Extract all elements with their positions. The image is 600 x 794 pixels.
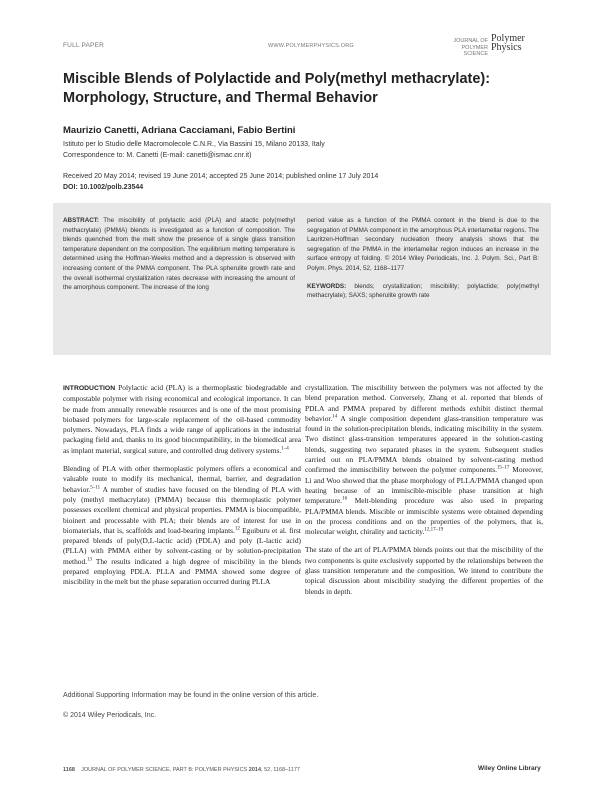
text: The results indicated a high degree of miscibility in the blends prepared employing PDLA. PLLA and PMMA showed some degree of miscibility in the melt but the phase separation occurred during PLLA — [63, 556, 301, 587]
supporting-info-note: Additional Supporting Information may be found in the online version of this article. — [63, 692, 319, 699]
paragraph-introduction — [63, 383, 301, 456]
intro-text: Polylactic acid (PLA) is a thermoplastic biodegradable and compostable polymer with rising economical and ecological importance. It can be made from annually renewable resources and is one of the most promising biobased polymers for large-scale replacement of the oil-based commodity polymers. Nowadays, PLA finds a wide range of applications in the industrial packaging field and, thanks to its good biocompatibility, in the biomedical area as implant material, surgical suture, and controlled drug delivery systems. — [63, 383, 301, 455]
article-title: Miscible Blends of Polylactide and Poly(methyl methacrylate): Morphology, Structure, and Thermal Behavior — [63, 71, 491, 106]
text: Blending of PLA with other thermoplastic polymers offers a economical and valuable route to modify its mechanical, thermal, barrier, and degradation behavior. — [63, 464, 301, 494]
correspondence[interactable]: Correspondence to: M. Canetti (E-mail: canetti@ismac.cnr.it) — [63, 152, 252, 159]
abstract-label: ABSTRACT: — [63, 217, 100, 224]
citation[interactable]: 14 — [332, 414, 338, 420]
keywords-label: KEYWORDS: — [307, 282, 347, 290]
paragraph-state-of-art: The state of the art of PLA/PMMA blends points out that the miscibility of the two components is quite exclusively supported by the relationships between the glass transition temperature and the composition. We intend to contribute the topical discussion about miscibility studying the different properties of the blends in depth. — [305, 545, 543, 596]
journal-logo-top: Polymer — [491, 33, 525, 44]
journal-logo — [440, 32, 540, 57]
citation[interactable]: 13 — [87, 557, 93, 563]
publication-dates: Received 20 May 2014; revised 19 June 2014; accepted 25 June 2014; published online 17 July 2014 — [63, 173, 379, 180]
abstract-box — [53, 203, 551, 355]
citation-rest: , 52, 1168–1177 — [261, 767, 300, 773]
body-left-column — [63, 383, 301, 596]
body-right-column — [305, 383, 543, 605]
page-footer — [63, 767, 300, 773]
journal-website[interactable]: WWW.POLYMERPHYSICS.ORG — [268, 43, 354, 49]
text: Eguiburu et al. first prepared blends of poly(D,L-lactic acid) (PDLA) and poly (L-lactic acid) (PLLA) with PMMA either by solvent-casting or by solution-precipitation method. — [63, 525, 301, 566]
abstract-right-column — [307, 216, 539, 301]
author-list: Maurizio Canetti, Adriana Cacciamani, Fabio Bertini — [63, 125, 296, 136]
paragraph-blending — [63, 464, 301, 588]
text: A single composition dependent glass-transition temperature was found in the solution-precipitation blends, indicating miscibility in the system. Two distinct glass-transition temperatures appeared in the solution-casting blends, suggesting two separated phases in the system. Subsequent studies carried out on PLA/PMMA blends obtained by solvent-casting method confirmed the immiscibility between the polymer components. — [305, 413, 543, 475]
keywords: blends; crystallization; miscibility; polylactide; poly(methyl methacrylate); SAXS; spherulite growth rate — [307, 282, 540, 300]
text: crystallization. The miscibility between the polymers was not affected by the blend preparation method. Conversely, Zhang et al. reported that blends of PDLA and PMMA prepared by different methods exhibit distinct thermal behavior. — [305, 383, 543, 423]
citation[interactable]: 5–11 — [90, 485, 101, 491]
journal-line2: POLYMER SCIENCE — [461, 44, 488, 57]
journal-logo-bottom: Physics — [491, 42, 522, 53]
journal-line1: JOURNAL OF — [453, 38, 488, 44]
citation[interactable]: 12 — [234, 526, 240, 532]
copyright: © 2014 Wiley Periodicals, Inc. — [63, 712, 157, 719]
citation[interactable]: 15–17 — [496, 465, 510, 471]
paragraph-crystallization — [305, 383, 543, 537]
text: A number of studies have focused on the blending of PLA with poly (methyl methacrylate) (PMMA) because this thermoplastic polymer possesses excellent chemical and physical properties. PMMA is biocompatible, bioinert and processable with PLA; their blends are of interest for use in biomaterials, that is, scaffolds and load-bearing implants. — [63, 484, 301, 535]
citation[interactable]: 12,17–19 — [424, 527, 444, 533]
doi[interactable]: DOI: 10.1002/polb.23544 — [63, 184, 144, 191]
abstract-left-column — [63, 216, 295, 293]
text: Moreover, Li and Woo showed that the phase morphology of PLLA/PMMA changed upon heating because of an immiscible-miscible phase transition at high temperature. — [305, 465, 543, 506]
abstract-text-left: The miscibility of polylactic acid (PLA) and atactic poly(methyl methacrylate) (PMMA) blends is investigated as a function of composition. The blends quenched from the melt show the presence of a single glass transition temperature dependent on the composition. The equilibrium melting temperature is determined using the Hoffman-Weeks method and a depression is observed with increasing content of the PMMA component. The PLA spherulite growth rate and the overall isothermal crystallization rates decrease with increasing the amount of the amorphous component. The increase of the long — [63, 217, 296, 292]
introduction-heading: INTRODUCTION — [63, 385, 116, 392]
citation-prefix: JOURNAL OF POLYMER SCIENCE, PART B: POLYMER PHYSICS — [81, 767, 248, 773]
text: Melt-blending procedure was also used in preparing PLA/PMMA blends. Miscible or immiscible systems were obtained depending on the process conditions and on the properties of the polymers, that is, molecular weight, chirality and tacticity. — [305, 496, 543, 537]
publisher-logo[interactable]: Wiley Online Library — [478, 765, 541, 772]
section-label: FULL PAPER — [63, 42, 105, 49]
affiliation: Istituto per lo Studio delle Macromolecole C.N.R., Via Bassini 15, Milano 20133, Italy — [63, 141, 325, 148]
page-number: 1168 — [63, 767, 75, 773]
citation[interactable]: 16 — [342, 496, 348, 502]
citation-year: 2014 — [248, 767, 262, 773]
abstract-text-right: period value as a function of the PMMA content in the blend is due to the segregation of PMMA component in the amorphous PLA interlamellar regions. The Lauritzen-Hoffman secondary nucleation theory analysis shows that the segregation of the PMMA in the interlamellar region induces an increase in the surface entropy of folding. © 2014 Wiley Periodicals, Inc. J. Polym. Sci., Part B: Polym. Phys. 2014, 52, 1168–1177 — [307, 217, 539, 272]
citation[interactable]: 1–4 — [281, 446, 289, 452]
